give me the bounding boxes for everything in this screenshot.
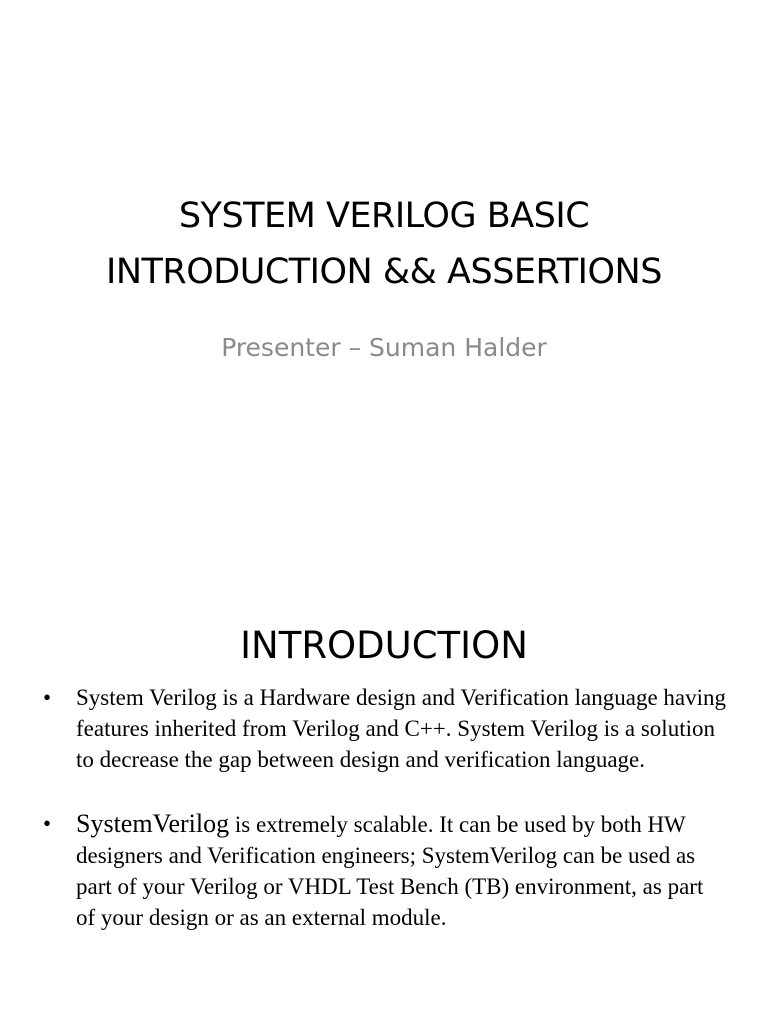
bullet-item — [0, 682, 768, 775]
slide-title — [0, 188, 768, 300]
bullet-icon: • — [43, 811, 52, 836]
bullet-item — [0, 808, 768, 933]
introduction-slide — [0, 590, 768, 1024]
bullet-text: System Verilog is a Hardware design and Verification language having features inherited from Verilog and C++. System Verilog is a solution to decrease the gap between design and verification language. — [76, 685, 727, 772]
slide-title-line-2: INTRODUCTION && ASSERTIONS — [106, 252, 662, 292]
bullet-list — [0, 682, 768, 933]
bullet-lead: SystemVerilog — [76, 809, 230, 838]
slide-title-line-1: SYSTEM VERILOG BASIC — [178, 196, 590, 236]
section-heading: INTRODUCTION — [240, 624, 528, 667]
presenter-subtitle: Presenter – Suman Halder — [221, 333, 547, 362]
bullet-text: is extremely scalable. It can be used by both HW designers and Verification engineers; SystemVerilog can be used as part of your Verilog or VHDL Test Bench (TB) environment, as part of your design or as an external module. — [76, 812, 704, 930]
bullet-icon: • — [43, 685, 52, 710]
